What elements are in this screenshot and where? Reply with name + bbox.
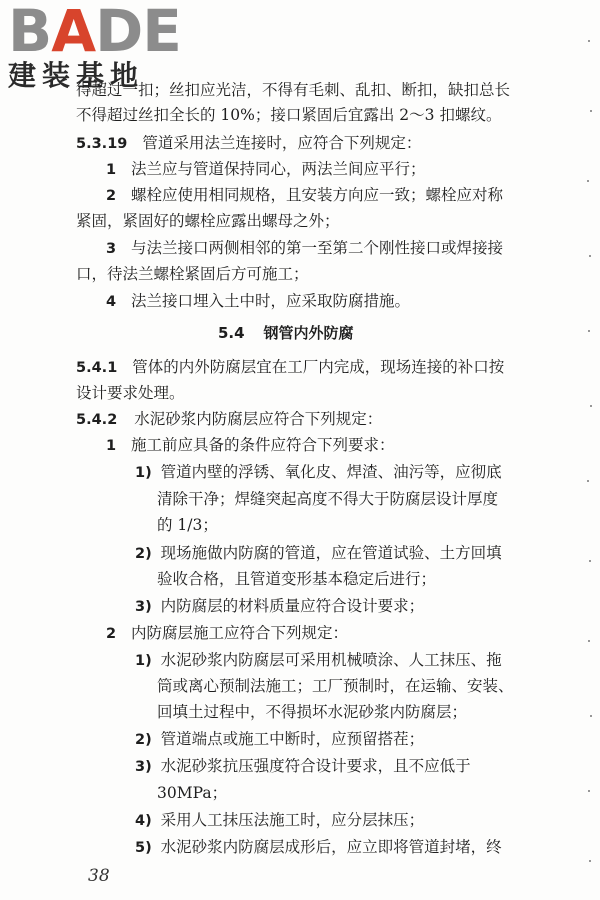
sub-item: 2) 管道端点或施工中断时，应预留搭茬； — [135, 730, 425, 748]
text-line: 筒或离心预制法施工；工厂预制时，在运输、安装、 — [157, 677, 514, 695]
section-number: 5.4 — [218, 324, 245, 342]
list-item: 2 内防腐层施工应符合下列规定： — [106, 624, 349, 642]
text-line: 回填土过程中，不得损坏水泥砂浆内防腐层； — [157, 703, 468, 721]
text-line: 验收合格，且管道变形基本稳定后进行； — [157, 570, 437, 588]
section-title: 钢管内外防腐 — [263, 324, 354, 342]
text-line: 的 1/3； — [157, 516, 218, 534]
text-line: 紧固，紧固好的螺栓应露出螺母之外； — [76, 212, 340, 230]
logo-subtitle: 建装基地 — [8, 59, 145, 92]
sub-item: 3) 水泥砂浆抗压强度符合设计要求，且不应低于 — [135, 757, 471, 775]
clause-text: 管道采用法兰连接时，应符合下列规定： — [142, 134, 422, 152]
clause-number: 5.4.2 — [76, 412, 118, 428]
sub-item: 4) 采用人工抹压法施工时，应分层抹压； — [135, 811, 425, 829]
logo-brand-text: BADE — [8, 0, 181, 65]
text-line: 口，待法兰螺栓紧固后方可施工； — [76, 265, 309, 283]
sub-item: 3) 内防腐层的材料质量应符合设计要求； — [135, 597, 425, 615]
clause-number: 5.3.19 — [76, 136, 128, 152]
list-item: 1 施工前应具备的条件应符合下列要求： — [106, 436, 395, 454]
clause-number: 5.4.1 — [76, 360, 118, 376]
list-item: 3 与法兰接口两侧相邻的第一至第二个刚性接口或焊接接 — [106, 239, 504, 257]
list-item: 4 法兰接口埋入土中时，应采取防腐措施。 — [106, 292, 411, 310]
text-line: 不得超过丝扣全长的 10%；接口紧固后宜露出 2～3 扣螺纹。 — [76, 106, 502, 124]
list-item: 2 螺栓应使用相同规格，且安装方向应一致；螺栓应对称 — [106, 186, 504, 204]
clause-5-3-19 — [76, 133, 421, 154]
text-line: 清除干净；焊缝突起高度不得大于防腐层设计厚度 — [157, 490, 499, 508]
section-heading-5-4 — [218, 323, 354, 343]
text-line: 得超过一扣；丝扣应光洁，不得有毛刺、乱扣、断扣，缺扣总长 — [76, 81, 511, 99]
page-number: 38 — [88, 866, 110, 886]
clause-5-4-2: 5.4.2 水泥砂浆内防腐层应符合下列规定： — [76, 410, 383, 428]
sub-item: 1) 水泥砂浆内防腐层可采用机械喷涂、人工抹压、拖 — [135, 651, 502, 669]
text-line: 30MPa； — [157, 784, 228, 802]
list-item: 1 法兰应与管道保持同心，两法兰间应平行； — [106, 160, 426, 178]
sub-item: 5) 水泥砂浆内防腐层成形后，应立即将管道封堵，终 — [135, 838, 502, 856]
text-line: 设计要求处理。 — [76, 384, 185, 402]
sub-item: 1) 管道内壁的浮锈、氧化皮、焊渣、油污等，应彻底 — [135, 463, 502, 481]
sub-item: 2) 现场施做内防腐的管道，应在管道试验、土方回填 — [135, 544, 502, 562]
clause-5-4-1: 5.4.1 管体的内外防腐层宜在工厂内完成，现场连接的补口按 — [76, 358, 505, 376]
